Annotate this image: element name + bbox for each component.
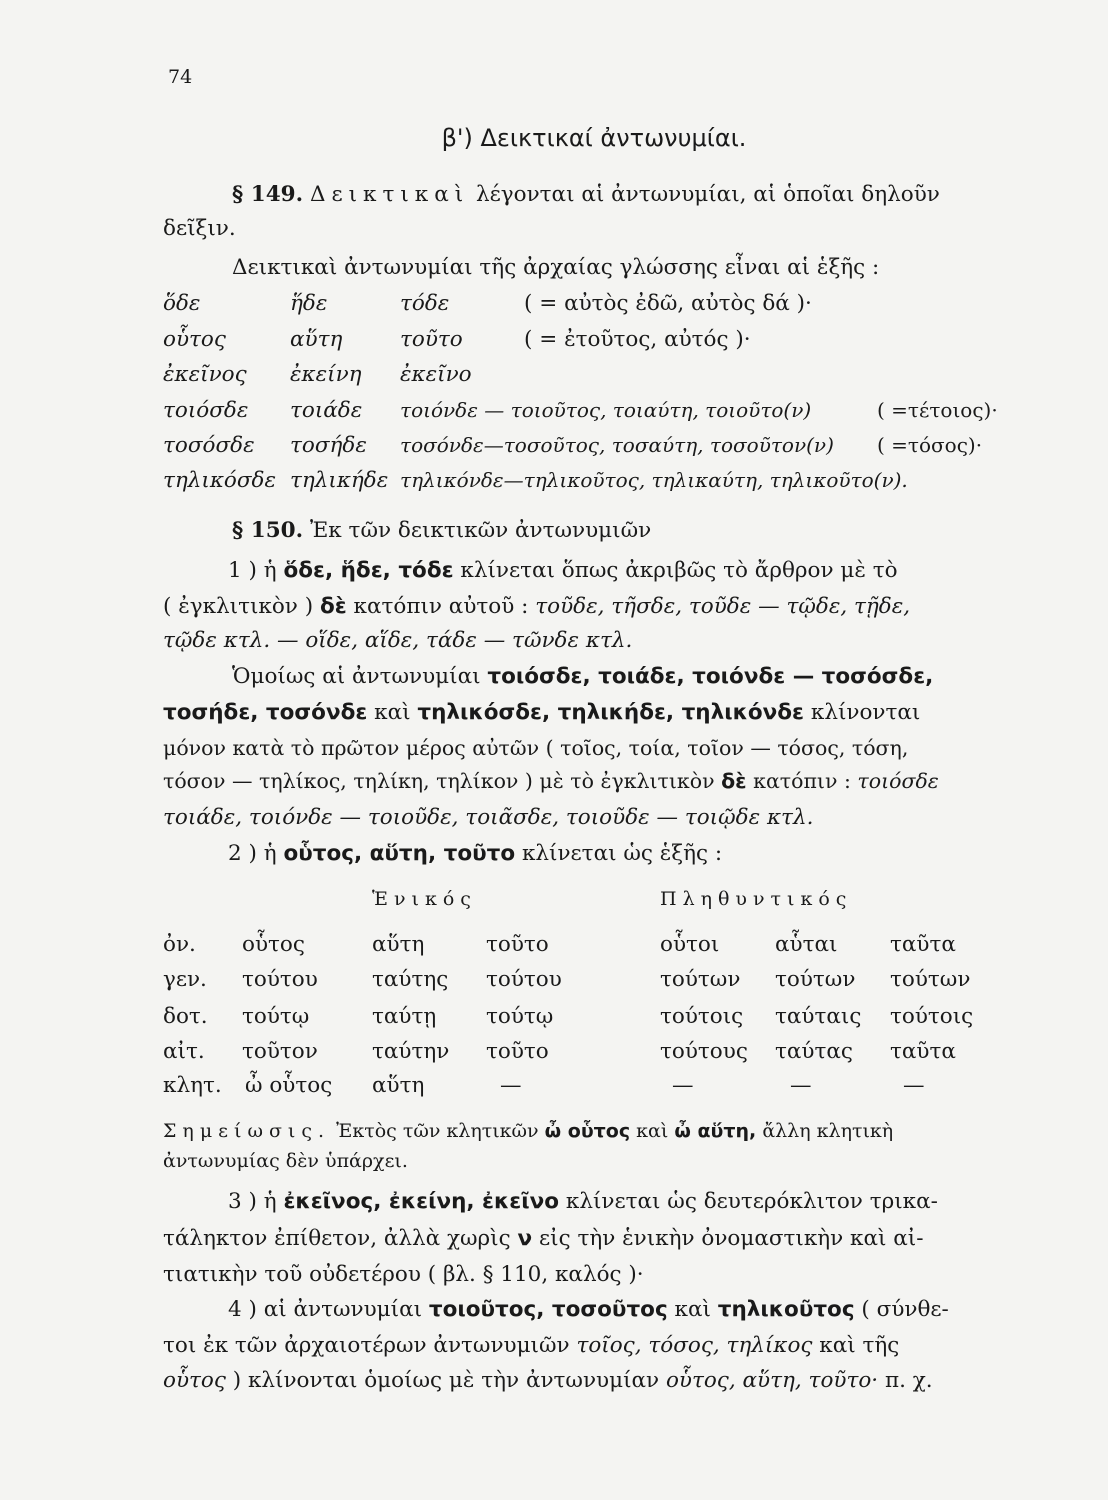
bold-term: τοιόσδε, τοιάδε, τοιόνδε — τοσόσδε,	[487, 664, 934, 689]
s150-p3	[228, 841, 722, 866]
table-cell: οὗτοι	[660, 932, 720, 957]
form-gloss: ( = αὐτὸς ἐδῶ, αὐτὸς δά )·	[524, 291, 812, 316]
text: κατόπιν αὐτοῦ :	[353, 594, 529, 619]
table-cell: ταῦτα	[890, 932, 956, 957]
s149-intro: Δεικτικαὶ ἀντωνυμίαι τῆς ἀρχαίας γλώσσης εἶναι αἱ ἑξῆς :	[232, 255, 880, 280]
form-cell: ἐκείνη	[290, 362, 362, 387]
item-number: 1 ) ἡ	[228, 558, 277, 583]
form-gloss: ( =τέτοιος)·	[877, 398, 998, 422]
bold-term: ἐκεῖνος, ἐκείνη, ἐκεῖνο	[283, 1189, 560, 1214]
table-cell: ταύτῃ	[372, 1004, 437, 1029]
bold-term: ὅδε, ἥδε, τόδε	[283, 558, 454, 583]
text: καὶ	[374, 700, 411, 725]
s150-p1-line2	[163, 594, 910, 619]
case-label: ὀν.	[163, 932, 196, 957]
italic-forms: τοῦδε, τῆσδε, τοῦδε — τῷδε, τῇδε,	[535, 594, 911, 619]
text: κλίνονται	[810, 700, 921, 725]
table-cell: αὕτη	[372, 932, 425, 957]
text: καὶ τῆς	[819, 1333, 900, 1358]
note-label: Σημείωσις.	[163, 1120, 331, 1142]
text: τάληκτον ἐπίθετον, ἀλλὰ χωρὶς	[163, 1226, 511, 1251]
header-plural: Πληθυντικός	[660, 888, 853, 910]
s149-line2: δεῖξιν.	[163, 216, 236, 241]
form-cell: ἐκεῖνο	[400, 362, 472, 387]
p5-line2	[163, 1333, 899, 1358]
table-cell: τούτων	[660, 967, 741, 992]
bold-term: τηλικόσδε, τηλικήδε, τηλικόνδε	[417, 700, 805, 725]
table-cell: τούτοις	[660, 1004, 744, 1029]
table-cell: —	[672, 1073, 694, 1098]
table-cell: τοῦτον	[242, 1039, 318, 1064]
s150-p1-line1	[228, 558, 898, 583]
text: Ὁμοίως αἱ ἀντωνυμίαι	[232, 664, 481, 689]
note-line1	[163, 1120, 893, 1142]
s150-p2-line4	[163, 769, 939, 793]
s150-p1-line3: τῷδε κτλ. — οἵδε, αἵδε, τάδε — τῶνδε κτλ.	[163, 628, 633, 653]
note-line2: ἀντωνυμίας δὲν ὑπάρχει.	[163, 1150, 408, 1172]
form-cell: οὗτος	[163, 327, 226, 352]
form-cell: τοιόσδε	[163, 398, 249, 423]
case-label: αἰτ.	[163, 1039, 205, 1064]
section-title: β') Δεικτικαί ἀντωνυμίαι.	[441, 124, 747, 152]
p5-line1	[228, 1297, 949, 1322]
text: καὶ	[674, 1297, 711, 1322]
text: ἄλλη κλητικὴ	[762, 1120, 894, 1142]
s150-intro: Ἐκ τῶν δεικτικῶν ἀντωνυμιῶν	[309, 518, 652, 543]
table-cell: οὗτος	[242, 932, 305, 957]
text: ) κλίνονται ὁμοίως μὲ τὴν ἀντωνυμίαν	[232, 1368, 660, 1393]
table-cell: τούτων	[890, 967, 971, 992]
form-cell: τοιάδε	[290, 398, 363, 423]
form-cell: τοσόσδε	[163, 433, 255, 458]
table-cell: ταύταις	[775, 1004, 862, 1029]
text: καὶ	[636, 1120, 669, 1142]
text: τόσον — τηλίκος, τηλίκη, τηλίκον ) μὲ τὸ ἐγκλιτικὸν	[163, 769, 715, 793]
bold-term: οὗτος, αὕτη, τοῦτο	[283, 841, 516, 866]
case-label: γεν.	[163, 967, 207, 992]
italic-forms: οὗτος, αὕτη, τοῦτο·	[665, 1368, 879, 1393]
bold-term: ὦ οὗτος	[544, 1120, 631, 1142]
bold-term: δὲ	[721, 769, 747, 793]
text: κατόπιν :	[753, 769, 851, 793]
text: π. χ.	[884, 1368, 933, 1393]
form-cell: ἥδε	[290, 291, 328, 316]
table-cell: —	[500, 1073, 522, 1098]
form-cell: ἐκεῖνος	[163, 362, 247, 387]
text: τοι ἐκ τῶν ἀρχαιοτέρων ἀντωνυμιῶν	[163, 1333, 570, 1358]
text: ( ἐγκλιτικὸν )	[163, 594, 314, 619]
bold-term: τοσήδε, τοσόνδε	[163, 700, 368, 725]
table-cell: τοῦτο	[486, 1039, 549, 1064]
form-gloss: ( = ἐτοῦτος, αὐτός )·	[524, 327, 751, 352]
form-cell: ὅδε	[163, 291, 201, 316]
case-label: δοτ.	[163, 1004, 208, 1029]
text: κλίνεται ὅπως ἀκριβῶς τὸ ἄρθρον μὲ τὸ	[460, 558, 898, 583]
table-cell: αὗται	[775, 932, 838, 957]
table-cell: τούτου	[242, 967, 318, 992]
italic-forms: οὗτος	[163, 1368, 226, 1393]
table-cell: ταύτας	[775, 1039, 853, 1064]
item-number: 4 ) αἱ ἀντωνυμίαι	[228, 1297, 423, 1322]
form-cell: τοσόνδε—τοσοῦτος, τοσαύτη, τοσοῦτον(ν)	[400, 433, 834, 457]
table-cell: τούτων	[775, 967, 856, 992]
bold-term: ὦ αὕτη,	[674, 1120, 757, 1142]
s149-text: λέγονται αἱ ἀντωνυμίαι, αἱ ὁποῖαι δηλοῦν	[476, 182, 940, 207]
s150-p2-line5: τοιάδε, τοιόνδε — τοιοῦδε, τοιᾶσδε, τοιοῦδε — τοιῷδε κτλ.	[163, 805, 814, 830]
table-cell: τούτους	[660, 1039, 748, 1064]
table-cell: ταύτης	[372, 967, 449, 992]
s150-p2-line1	[232, 664, 933, 689]
table-cell: —	[903, 1073, 925, 1098]
table-cell: τούτῳ	[486, 1004, 554, 1029]
text: κλίνεται ὡς ἑξῆς :	[521, 841, 723, 866]
table-cell: ταῦτα	[890, 1039, 956, 1064]
item-number: 2 ) ἡ	[228, 841, 277, 866]
form-cell: τηλικόνδε—τηλικοῦτος, τηλικαύτη, τηλικοῦτο(ν).	[400, 468, 908, 492]
italic-forms: τοῖος, τόσος, τηλίκος	[576, 1333, 813, 1358]
form-cell: τοιόνδε — τοιοῦτος, τοιαύτη, τοιοῦτο(ν)	[400, 398, 812, 422]
form-gloss: ( =τόσος)·	[877, 433, 983, 457]
table-cell: τούτῳ	[242, 1004, 310, 1029]
italic-forms: τοιόσδε	[857, 769, 939, 793]
table-cell: τούτου	[486, 967, 562, 992]
form-cell: τοῦτο	[400, 327, 463, 352]
s150-p2-line3: μόνον κατὰ τὸ πρῶτον μέρος αὐτῶν ( τοῖος, τοία, τοῖον — τόσος, τόση,	[163, 736, 909, 760]
form-cell: τόδε	[400, 291, 450, 316]
s149-sign: § 149.	[232, 182, 304, 207]
text: ( σύνθε-	[861, 1297, 949, 1322]
bold-term: δὲ	[319, 594, 347, 619]
table-cell: —	[790, 1073, 812, 1098]
form-cell: τηλικόσδε	[163, 468, 277, 493]
p4-line1	[228, 1189, 938, 1214]
form-cell: αὕτη	[290, 327, 343, 352]
case-label: κλητ.	[163, 1073, 222, 1098]
p4-line3: τιατικὴν τοῦ οὐδετέρου ( βλ. § 110, καλός )·	[163, 1262, 644, 1287]
bold-term: ν	[517, 1226, 533, 1251]
s150-p2-line2	[163, 700, 920, 725]
p4-line2	[163, 1226, 924, 1251]
s149-term: Δεικτικαὶ	[309, 182, 470, 207]
text: Ἐκτὸς τῶν κλητικῶν	[336, 1120, 539, 1142]
s149-line1	[232, 182, 940, 207]
table-cell: τούτοις	[890, 1004, 974, 1029]
s150-sign: § 150.	[232, 518, 304, 543]
table-cell: τοῦτο	[486, 932, 549, 957]
form-cell: τοσήδε	[290, 433, 367, 458]
item-number: 3 ) ἡ	[228, 1189, 277, 1214]
bold-term: τοιοῦτος, τοσοῦτος	[428, 1297, 668, 1322]
bold-term: τηλικοῦτος	[717, 1297, 855, 1322]
p5-line3	[163, 1368, 933, 1393]
table-cell: ὦ οὗτος	[245, 1073, 333, 1098]
s150-heading	[232, 518, 651, 543]
header-singular: Ἑνικός	[372, 888, 477, 910]
form-cell: τηλικήδε	[290, 468, 389, 493]
table-cell: αὕτη	[372, 1073, 425, 1098]
text: κλίνεται ὡς δευτερόκλιτον τρικα-	[565, 1189, 938, 1214]
table-cell: ταύτην	[372, 1039, 450, 1064]
page-number: 74	[168, 66, 193, 88]
text: εἰς τὴν ἑνικὴν ὀνομαστικὴν καὶ αἰ-	[539, 1226, 924, 1251]
